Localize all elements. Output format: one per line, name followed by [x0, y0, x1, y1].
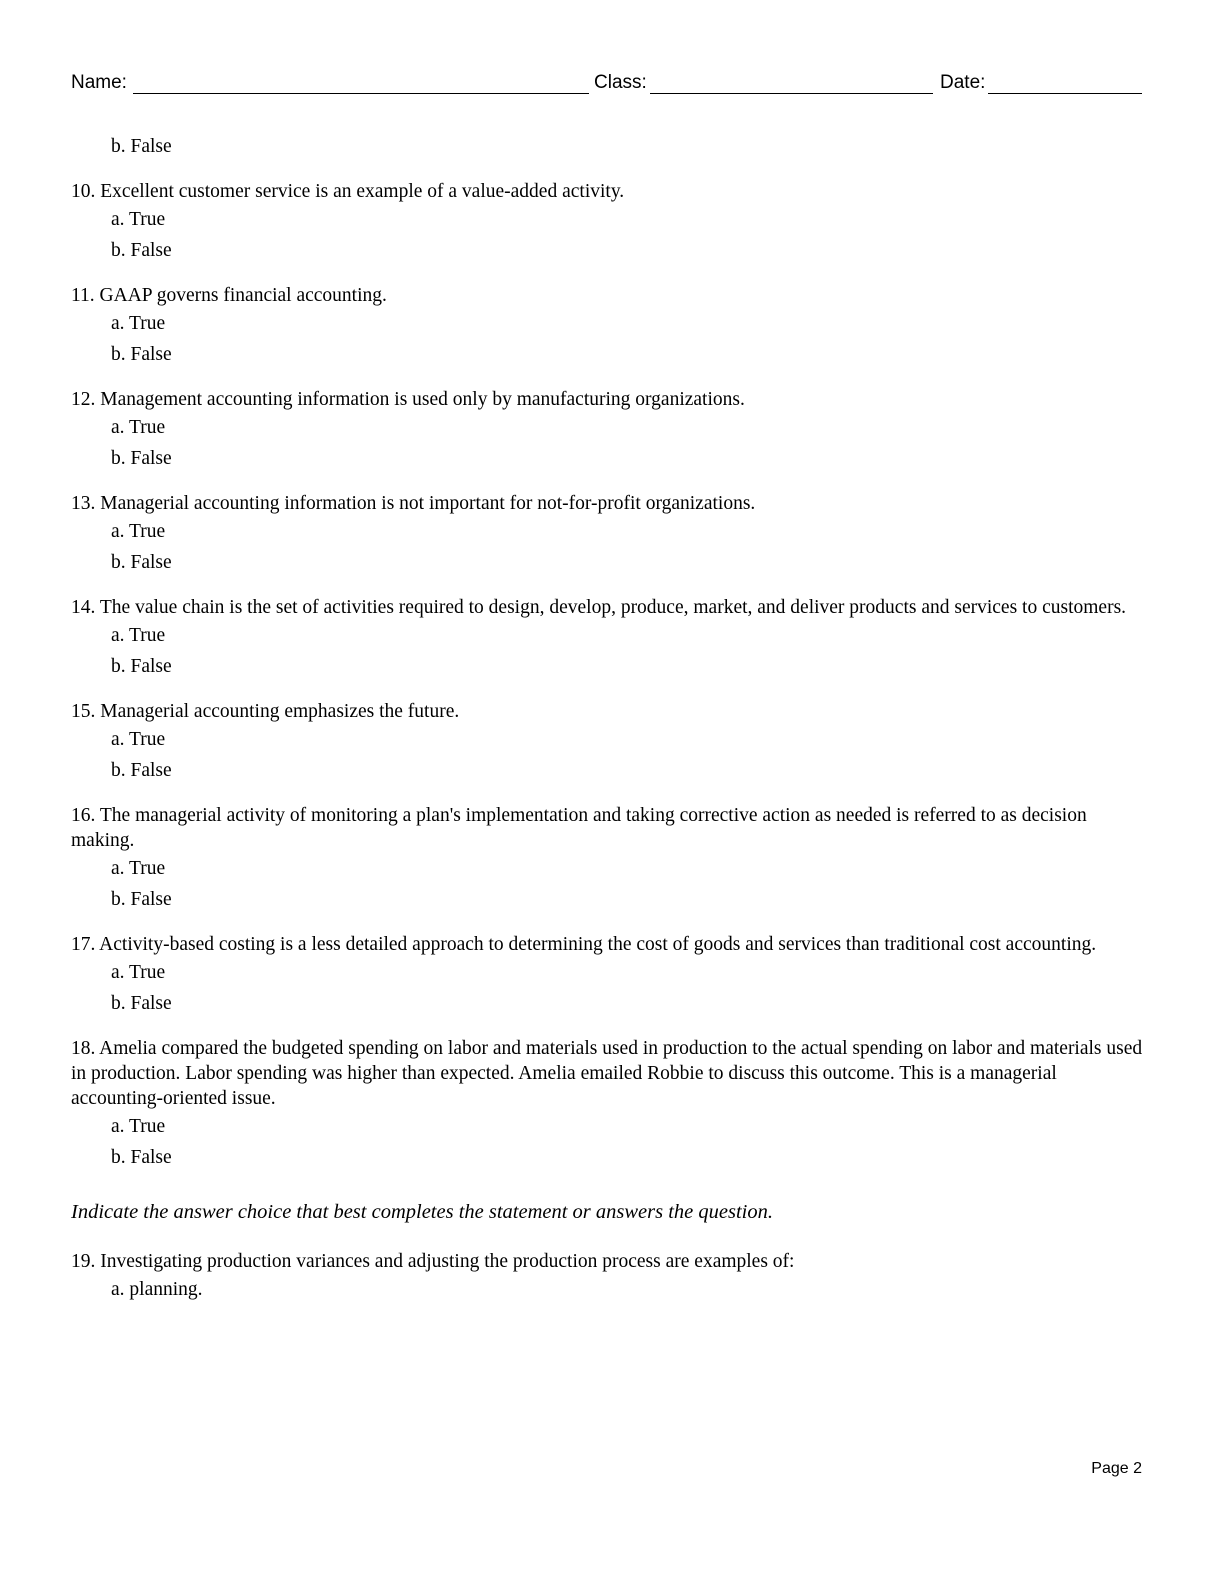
question-11 [71, 283, 1146, 367]
date-label: Date: [940, 72, 986, 93]
answer-option-a: a. True [111, 313, 166, 334]
class-label: Class: [594, 72, 647, 93]
answer-option-a: a. True [111, 417, 166, 438]
date-field-line [988, 93, 1142, 94]
question-stem: 15. Managerial accounting emphasizes the future. [71, 701, 460, 722]
page-number: Page 2 [1091, 1460, 1142, 1477]
answer-option-a: a. True [111, 729, 166, 750]
question-17 [71, 932, 1146, 1016]
question-stem: 19. Investigating production variances and adjusting the production process are examples of: [71, 1251, 795, 1272]
question-15 [71, 699, 1146, 783]
question-stem: 17. Activity-based costing is a less detailed approach to determining the cost of goods and services than traditional cost accounting. [71, 934, 1097, 955]
question-10 [71, 179, 1146, 263]
answer-option-a: a. True [111, 858, 166, 879]
class-field-line [650, 93, 933, 94]
question-stem: 13. Managerial accounting information is not important for not-for-profit organizations. [71, 493, 756, 514]
question-12 [71, 387, 1146, 471]
answer-option-b: b. False [111, 760, 172, 781]
answer-option-a: a. True [111, 521, 166, 542]
answer-option-b: b. False [111, 889, 172, 910]
question-stem: 12. Management accounting information is used only by manufacturing organizations. [71, 389, 745, 410]
question-19 [71, 1249, 1146, 1302]
question-stem: 10. Excellent customer service is an example of a value-added activity. [71, 181, 625, 202]
question-14 [71, 595, 1146, 679]
answer-option-b: b. False [111, 448, 172, 469]
question-stem: 14. The value chain is the set of activities required to design, develop, produce, market, and deliver products and services to customers. [71, 597, 1127, 618]
section-directions: Indicate the answer choice that best completes the statement or answers the question. [71, 1201, 773, 1223]
answer-option-a: a. True [111, 1116, 166, 1137]
question-stem: 16. The managerial activity of monitoring a plan's implementation and taking corrective action as needed is referred to as decision making. [71, 805, 1087, 851]
question-13 [71, 491, 1146, 575]
answer-option-a: a. planning. [111, 1279, 203, 1300]
answer-option: b. False [111, 136, 172, 157]
answer-option-a: a. True [111, 625, 166, 646]
worksheet-header [71, 70, 1142, 98]
answer-option-b: b. False [111, 552, 172, 573]
question-stem: 11. GAAP governs financial accounting. [71, 285, 387, 306]
question-18 [71, 1036, 1146, 1170]
answer-option-b: b. False [111, 1147, 172, 1168]
question-stem: 18. Amelia compared the budgeted spending on labor and materials used in production to the actual spending on labor and materials used in production. Labor spending was higher than expected. Amelia emailed Robbie to discuss this outcome. This is a managerial accounting-oriented issue. [71, 1038, 1143, 1109]
name-label: Name: [71, 72, 127, 93]
answer-option-b: b. False [111, 656, 172, 677]
answer-option-a: a. True [111, 962, 166, 983]
question-16 [71, 803, 1146, 912]
answer-option-b: b. False [111, 993, 172, 1014]
answer-option-b: b. False [111, 240, 172, 261]
answer-option-a: a. True [111, 209, 166, 230]
question-9-remainder [71, 134, 1146, 159]
name-field-line [133, 93, 589, 94]
answer-option-b: b. False [111, 344, 172, 365]
question-list [71, 134, 1146, 1322]
